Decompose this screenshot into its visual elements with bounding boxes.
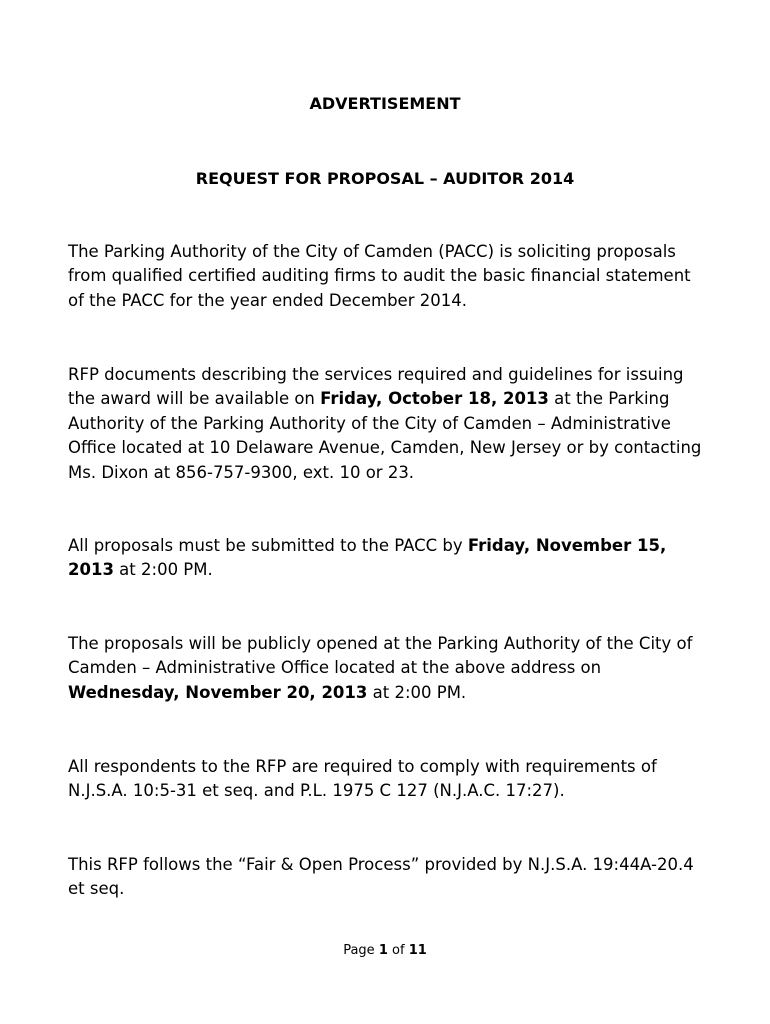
document-heading: ADVERTISEMENT xyxy=(309,94,461,113)
paragraph-compliance: All respondents to the RFP are required to comply with requirements of N.J.S.A. 10:5-31 et seq. and P.L. 1975 C 127 (N.J.A.C. 17:27). xyxy=(68,757,657,801)
paragraph-text: at 2:00 PM. xyxy=(113,560,213,580)
opening-date: Wednesday, November 20, 2013 xyxy=(68,682,368,702)
of-label: of xyxy=(392,943,405,958)
paragraph-rfp-availability xyxy=(68,363,708,485)
page-footer xyxy=(0,942,770,960)
submission-date: Friday, November 15, 2013 xyxy=(68,536,667,580)
page-total-number: 11 xyxy=(408,943,427,958)
paragraph-text: RFP documents describing the services required and guidelines for issuing the award will be available on xyxy=(68,365,684,409)
paragraph-text: at the Parking Authority of the Parking Authority of the City of Camden – Administrative Office located at 10 Delaware Avenue, Camden, New Jersey or by contacting Ms. Dixon at 856-757-9300, ext. 10 or 23. xyxy=(68,389,702,482)
page-current-number: 1 xyxy=(378,943,388,958)
paragraph-text: All proposals must be submitted to the PACC by xyxy=(68,536,468,555)
paragraph-fair-open-process: This RFP follows the “Fair & Open Process” provided by N.J.S.A. 19:44A-20.4 et seq. xyxy=(68,855,694,899)
page-label: Page xyxy=(343,943,375,958)
availability-date: Friday, October 18, 2013 xyxy=(320,389,549,409)
paragraph-submission-deadline xyxy=(68,534,708,583)
paragraph-text: at 2:00 PM. xyxy=(367,682,467,702)
paragraph-public-opening xyxy=(68,632,708,705)
paragraph-solicitation: The Parking Authority of the City of Camden (PACC) is soliciting proposals from qualified certified auditing firms to audit the basic financial statement of the PACC for the year ended December 2014. xyxy=(68,242,691,310)
paragraph-text: The proposals will be publicly opened at the Parking Authority of the City of Camden – Administrative Office located at the above address on xyxy=(68,634,693,678)
document-subheading: REQUEST FOR PROPOSAL – AUDITOR 2014 xyxy=(195,169,575,188)
